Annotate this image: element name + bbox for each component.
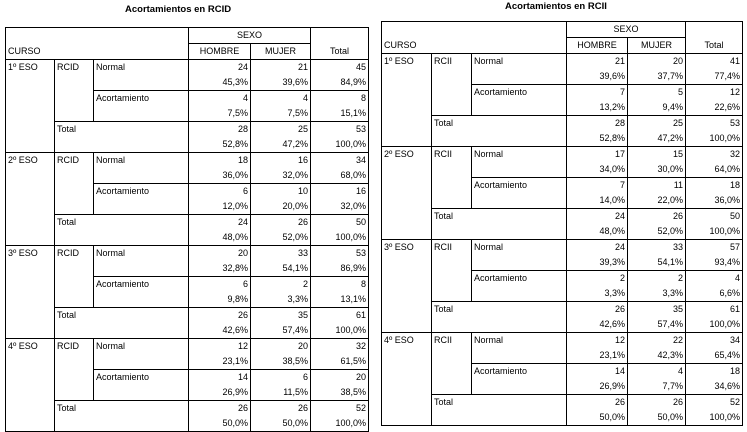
count-hombre: 26 (567, 395, 628, 411)
count-mujer: 26 (628, 209, 686, 225)
table-row (6, 60, 369, 76)
row-label: Normal (94, 246, 189, 277)
pct-hombre: 52,8% (189, 137, 251, 153)
count-hombre: 14 (189, 370, 251, 386)
count-mujer: 15 (628, 147, 686, 163)
count-total: 18 (686, 364, 743, 380)
count-total: 53 (311, 246, 369, 262)
row-label: Normal (94, 153, 189, 184)
count-hombre: 4 (189, 91, 251, 107)
pct-hombre: 23,1% (567, 348, 628, 364)
pct-mujer: 50,0% (628, 410, 686, 426)
pct-hombre: 12,0% (189, 199, 251, 215)
pct-mujer: 57,4% (251, 323, 311, 339)
pct-total: 64,0% (686, 162, 743, 178)
header-mujer: MUJER (251, 44, 311, 60)
count-hombre: 6 (189, 184, 251, 200)
pct-hombre: 14,0% (567, 193, 628, 209)
pct-mujer: 11,5% (251, 385, 311, 401)
total-label: Total (432, 116, 567, 147)
row-label: Normal (94, 60, 189, 91)
table-row (382, 209, 743, 225)
pct-total: 32,0% (311, 199, 369, 215)
pct-hombre: 34,0% (567, 162, 628, 178)
table-row (382, 147, 743, 163)
pct-mujer: 7,5% (251, 106, 311, 122)
count-hombre: 17 (567, 147, 628, 163)
pct-hombre: 13,2% (567, 100, 628, 116)
table-row (6, 246, 369, 262)
pct-total: 77,4% (686, 69, 743, 85)
count-hombre: 6 (189, 277, 251, 293)
variable-label: RCID (55, 246, 94, 308)
pct-hombre: 26,9% (567, 379, 628, 395)
row-label: Acortamiento (94, 91, 189, 122)
row-label: Normal (94, 339, 189, 370)
count-total: 34 (311, 153, 369, 169)
count-hombre: 28 (567, 116, 628, 132)
count-total: 50 (311, 215, 369, 231)
header-blank (311, 28, 369, 44)
left-crosstab (5, 27, 369, 432)
pct-mujer: 52,0% (251, 230, 311, 246)
header-row (382, 22, 743, 38)
header-blank (6, 28, 189, 44)
total-label: Total (55, 122, 189, 153)
count-total: 53 (686, 116, 743, 132)
total-label: Total (432, 395, 567, 426)
header-sexo: SEXO (189, 28, 311, 44)
header-blank (686, 22, 743, 38)
count-mujer: 20 (251, 339, 311, 355)
count-mujer: 26 (628, 395, 686, 411)
total-label: Total (55, 308, 189, 339)
pct-total: 84,9% (311, 75, 369, 91)
count-total: 8 (311, 277, 369, 293)
count-hombre: 7 (567, 85, 628, 101)
pct-total: 86,9% (311, 261, 369, 277)
pct-mujer: 50,0% (251, 416, 311, 432)
curso-label: 3º ESO (6, 246, 55, 339)
total-label: Total (432, 302, 567, 333)
pct-total: 100,0% (686, 410, 743, 426)
pct-total: 15,1% (311, 106, 369, 122)
pct-total: 100,0% (686, 131, 743, 147)
count-hombre: 28 (189, 122, 251, 138)
pct-total: 100,0% (311, 323, 369, 339)
table-row (382, 54, 743, 70)
pct-hombre: 42,6% (189, 323, 251, 339)
count-mujer: 35 (251, 308, 311, 324)
pct-mujer: 37,7% (628, 69, 686, 85)
row-label: Acortamiento (472, 364, 567, 395)
count-mujer: 16 (251, 153, 311, 169)
count-total: 32 (311, 339, 369, 355)
count-mujer: 25 (628, 116, 686, 132)
pct-mujer: 20,0% (251, 199, 311, 215)
variable-label: RCII (432, 147, 472, 209)
count-mujer: 4 (628, 364, 686, 380)
count-mujer: 10 (251, 184, 311, 200)
count-total: 32 (686, 147, 743, 163)
count-mujer: 21 (251, 60, 311, 76)
pct-hombre: 7,5% (189, 106, 251, 122)
pct-mujer: 39,6% (251, 75, 311, 91)
right-table-title: Acortamientos en RCII (505, 1, 607, 12)
count-hombre: 26 (567, 302, 628, 318)
pct-total: 65,4% (686, 348, 743, 364)
count-total: 16 (311, 184, 369, 200)
header-total: Total (686, 38, 743, 54)
count-hombre: 24 (189, 60, 251, 76)
count-hombre: 24 (567, 209, 628, 225)
count-total: 50 (686, 209, 743, 225)
pct-total: 22,6% (686, 100, 743, 116)
count-hombre: 2 (567, 271, 628, 287)
row-label: Normal (472, 147, 567, 178)
count-mujer: 2 (251, 277, 311, 293)
count-mujer: 22 (628, 333, 686, 349)
pct-mujer: 42,3% (628, 348, 686, 364)
count-mujer: 6 (251, 370, 311, 386)
table-row (382, 240, 743, 256)
pct-mujer: 47,2% (628, 131, 686, 147)
count-mujer: 26 (251, 401, 311, 417)
pct-mujer: 9,4% (628, 100, 686, 116)
pct-total: 100,0% (311, 416, 369, 432)
right-crosstab-body (382, 22, 743, 426)
pct-total: 38,5% (311, 385, 369, 401)
count-mujer: 20 (628, 54, 686, 70)
row-label: Normal (472, 333, 567, 364)
header-blank (382, 22, 567, 38)
total-label: Total (55, 401, 189, 432)
total-label: Total (432, 209, 567, 240)
pct-total: 100,0% (686, 317, 743, 333)
curso-label: 1º ESO (6, 60, 55, 153)
pct-mujer: 32,0% (251, 168, 311, 184)
header-sexo: SEXO (567, 22, 686, 38)
pct-mujer: 7,7% (628, 379, 686, 395)
pct-mujer: 47,2% (251, 137, 311, 153)
count-total: 8 (311, 91, 369, 107)
curso-label: 4º ESO (382, 333, 432, 426)
table-row (6, 122, 369, 138)
count-mujer: 33 (628, 240, 686, 256)
pct-total: 100,0% (686, 224, 743, 240)
pct-hombre: 45,3% (189, 75, 251, 91)
header-row (6, 28, 369, 44)
pct-mujer: 30,0% (628, 162, 686, 178)
pct-hombre: 32,8% (189, 261, 251, 277)
header-curso: CURSO (6, 44, 189, 60)
count-hombre: 24 (189, 215, 251, 231)
count-total: 61 (686, 302, 743, 318)
pct-mujer: 3,3% (628, 286, 686, 302)
count-total: 61 (311, 308, 369, 324)
count-mujer: 26 (251, 215, 311, 231)
variable-label: RCID (55, 153, 94, 215)
pct-total: 13,1% (311, 292, 369, 308)
pct-hombre: 52,8% (567, 131, 628, 147)
count-hombre: 14 (567, 364, 628, 380)
count-total: 52 (686, 395, 743, 411)
table-row (382, 395, 743, 411)
count-mujer: 2 (628, 271, 686, 287)
table-row (6, 153, 369, 169)
count-hombre: 20 (189, 246, 251, 262)
count-hombre: 12 (189, 339, 251, 355)
count-total: 18 (686, 178, 743, 194)
count-hombre: 7 (567, 178, 628, 194)
pct-hombre: 36,0% (189, 168, 251, 184)
curso-label: 4º ESO (6, 339, 55, 432)
count-hombre: 21 (567, 54, 628, 70)
left-table-title: Acortamientos en RCID (125, 4, 232, 15)
table-row (6, 215, 369, 231)
count-hombre: 26 (189, 308, 251, 324)
row-label: Acortamiento (472, 85, 567, 116)
table-row (6, 339, 369, 355)
pct-hombre: 48,0% (189, 230, 251, 246)
curso-label: 2º ESO (382, 147, 432, 240)
pct-hombre: 23,1% (189, 354, 251, 370)
row-label: Acortamiento (94, 370, 189, 401)
pct-total: 100,0% (311, 230, 369, 246)
pct-mujer: 3,3% (251, 292, 311, 308)
header-curso: CURSO (382, 38, 567, 54)
row-label: Acortamiento (472, 271, 567, 302)
pct-total: 68,0% (311, 168, 369, 184)
pct-hombre: 3,3% (567, 286, 628, 302)
count-total: 53 (311, 122, 369, 138)
count-total: 45 (311, 60, 369, 76)
pct-hombre: 50,0% (567, 410, 628, 426)
row-label: Acortamiento (94, 184, 189, 215)
pct-mujer: 57,4% (628, 317, 686, 333)
pct-hombre: 39,6% (567, 69, 628, 85)
curso-label: 1º ESO (382, 54, 432, 147)
count-mujer: 25 (251, 122, 311, 138)
variable-label: RCID (55, 339, 94, 401)
pct-mujer: 54,1% (628, 255, 686, 271)
pct-total: 36,0% (686, 193, 743, 209)
pct-hombre: 42,6% (567, 317, 628, 333)
count-mujer: 4 (251, 91, 311, 107)
row-label: Normal (472, 240, 567, 271)
header-hombre: HOMBRE (567, 38, 628, 54)
pct-total: 100,0% (311, 137, 369, 153)
count-hombre: 26 (189, 401, 251, 417)
pct-total: 6,6% (686, 286, 743, 302)
count-total: 57 (686, 240, 743, 256)
pct-mujer: 52,0% (628, 224, 686, 240)
row-label: Acortamiento (472, 178, 567, 209)
pct-hombre: 48,0% (567, 224, 628, 240)
right-crosstab (381, 21, 743, 426)
header-row (382, 38, 743, 54)
table-row (382, 116, 743, 132)
left-crosstab-body (6, 28, 369, 432)
count-mujer: 35 (628, 302, 686, 318)
pct-hombre: 50,0% (189, 416, 251, 432)
count-total: 52 (311, 401, 369, 417)
pct-total: 34,6% (686, 379, 743, 395)
pct-mujer: 38,5% (251, 354, 311, 370)
variable-label: RCID (55, 60, 94, 122)
curso-label: 3º ESO (382, 240, 432, 333)
header-total: Total (311, 44, 369, 60)
count-mujer: 5 (628, 85, 686, 101)
count-mujer: 33 (251, 246, 311, 262)
count-total: 4 (686, 271, 743, 287)
count-total: 12 (686, 85, 743, 101)
pct-mujer: 54,1% (251, 261, 311, 277)
count-total: 20 (311, 370, 369, 386)
count-total: 41 (686, 54, 743, 70)
pct-hombre: 9,8% (189, 292, 251, 308)
header-row (6, 44, 369, 60)
curso-label: 2º ESO (6, 153, 55, 246)
variable-label: RCII (432, 54, 472, 116)
pct-hombre: 39,3% (567, 255, 628, 271)
header-mujer: MUJER (628, 38, 686, 54)
count-hombre: 18 (189, 153, 251, 169)
pct-total: 93,4% (686, 255, 743, 271)
count-hombre: 24 (567, 240, 628, 256)
table-row (6, 401, 369, 417)
total-label: Total (55, 215, 189, 246)
count-total: 34 (686, 333, 743, 349)
table-row (382, 302, 743, 318)
pct-hombre: 26,9% (189, 385, 251, 401)
count-mujer: 11 (628, 178, 686, 194)
header-hombre: HOMBRE (189, 44, 251, 60)
variable-label: RCII (432, 333, 472, 395)
pct-mujer: 22,0% (628, 193, 686, 209)
pct-total: 61,5% (311, 354, 369, 370)
table-row (6, 308, 369, 324)
table-row (382, 333, 743, 349)
row-label: Normal (472, 54, 567, 85)
row-label: Acortamiento (94, 277, 189, 308)
variable-label: RCII (432, 240, 472, 302)
count-hombre: 12 (567, 333, 628, 349)
